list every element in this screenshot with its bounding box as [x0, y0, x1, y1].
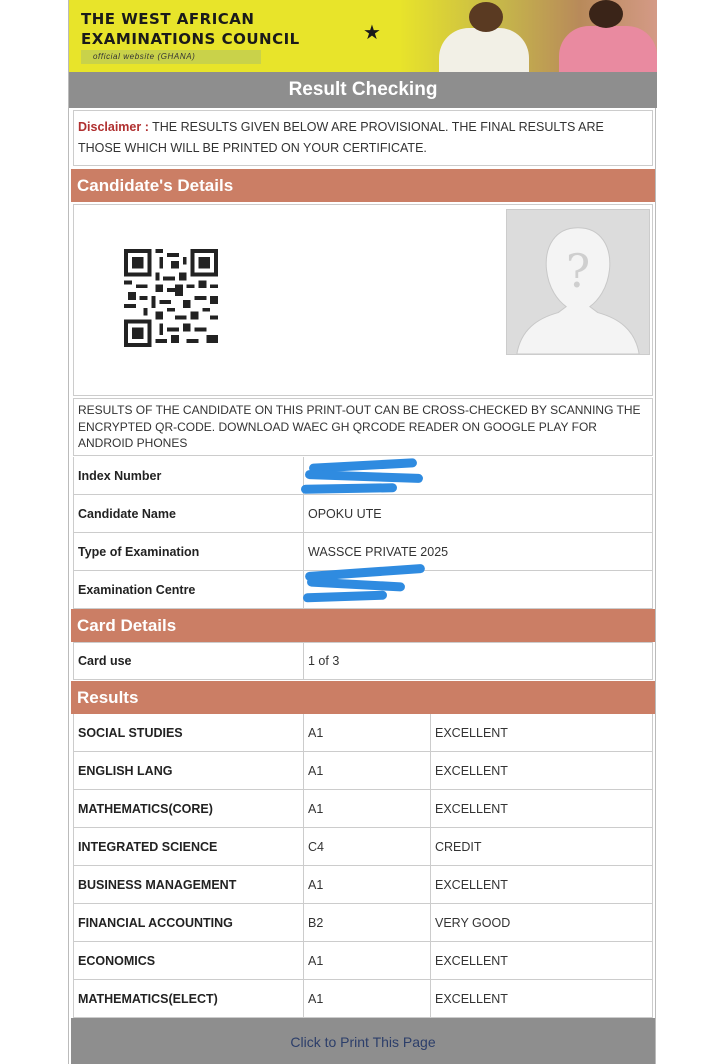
grade-value: B2 [308, 915, 324, 930]
grade-value: A1 [308, 725, 324, 740]
result-row [73, 904, 653, 942]
banner-photo-child-head [589, 0, 623, 28]
redaction-mark [301, 483, 397, 494]
results-header: Results [71, 681, 655, 714]
grade-remark: EXCELLENT [430, 942, 654, 979]
candidate-row [73, 533, 653, 571]
print-footer [71, 1018, 655, 1064]
grade-value: C4 [308, 839, 324, 854]
subject-name: FINANCIAL ACCOUNTING [74, 904, 304, 941]
result-row [73, 828, 653, 866]
subject-name: MATHEMATICS(CORE) [74, 790, 304, 827]
grade-remark: EXCELLENT [430, 790, 654, 827]
star-icon: ★ [363, 22, 381, 44]
candidate-photo-placeholder-icon [506, 209, 650, 355]
candidate-media [73, 204, 653, 396]
disclaimer [73, 110, 653, 166]
result-row [73, 752, 653, 790]
subject-name: BUSINESS MANAGEMENT [74, 866, 304, 903]
result-row [73, 714, 653, 752]
candidate-field-label: Candidate Name [74, 495, 304, 532]
org-name-line1: THE WEST AFRICAN [81, 10, 255, 28]
candidate-details-header: Candidate's Details [71, 169, 655, 202]
grade-value: A1 [308, 991, 324, 1006]
result-row [73, 790, 653, 828]
grade-remark: EXCELLENT [430, 980, 654, 1017]
qr-verification-note: RESULTS OF THE CANDIDATE ON THIS PRINT-OUT CAN BE CROSS-CHECKED BY SCANNING THE ENCRYPTED QR-CODE. DOWNLOAD WAEC GH QRCODE READER ON GOOGLE PLAY FOR ANDROID PHONES [73, 398, 653, 456]
candidate-row [73, 495, 653, 533]
grade-remark: EXCELLENT [430, 866, 654, 903]
result-row [73, 980, 653, 1018]
card-use-row [73, 642, 653, 680]
candidate-field-value: WASSCE PRIVATE 2025 [308, 544, 449, 559]
card-use-label: Card use [74, 643, 304, 679]
org-subtitle: official website (GHANA) [81, 50, 261, 64]
print-page-link[interactable]: Click to Print This Page [290, 1034, 436, 1050]
candidate-field-value: OPOKU UTE [308, 506, 382, 521]
candidate-field-label: Index Number [74, 457, 304, 494]
disclaimer-text: THE RESULTS GIVEN BELOW ARE PROVISIONAL. THE FINAL RESULTS ARE THOSE WHICH WILL BE PRINTED ON YOUR CERTIFICATE. [78, 120, 604, 155]
result-page [68, 0, 656, 1064]
subject-name: ECONOMICS [74, 942, 304, 979]
banner-photo-child [559, 26, 657, 72]
grade-value: A1 [308, 953, 324, 968]
banner-photo-child-head [469, 2, 503, 32]
grade-value: A1 [308, 801, 324, 816]
svg-text:?: ? [565, 244, 591, 298]
grade-remark: CREDIT [430, 828, 654, 865]
subject-name: MATHEMATICS(ELECT) [74, 980, 304, 1017]
banner-photo-child [439, 28, 529, 72]
grade-remark: EXCELLENT [430, 752, 654, 789]
grade-remark: VERY GOOD [430, 904, 654, 941]
subject-name: SOCIAL STUDIES [74, 714, 304, 751]
qr-code [124, 249, 218, 347]
subject-name: INTEGRATED SCIENCE [74, 828, 304, 865]
grade-value: A1 [308, 763, 324, 778]
result-row [73, 866, 653, 904]
page-title: Result Checking [69, 72, 657, 108]
card-details-header: Card Details [71, 609, 655, 642]
disclaimer-label: Disclaimer : [78, 120, 149, 134]
candidate-field-label: Examination Centre [74, 571, 304, 608]
org-name-line2: EXAMINATIONS COUNCIL [81, 30, 300, 48]
result-row [73, 942, 653, 980]
waec-banner [69, 0, 657, 72]
grade-remark: EXCELLENT [430, 714, 654, 751]
subject-name: ENGLISH LANG [74, 752, 304, 789]
card-use-value: 1 of 3 [308, 654, 340, 668]
grade-value: A1 [308, 877, 324, 892]
candidate-field-label: Type of Examination [74, 533, 304, 570]
